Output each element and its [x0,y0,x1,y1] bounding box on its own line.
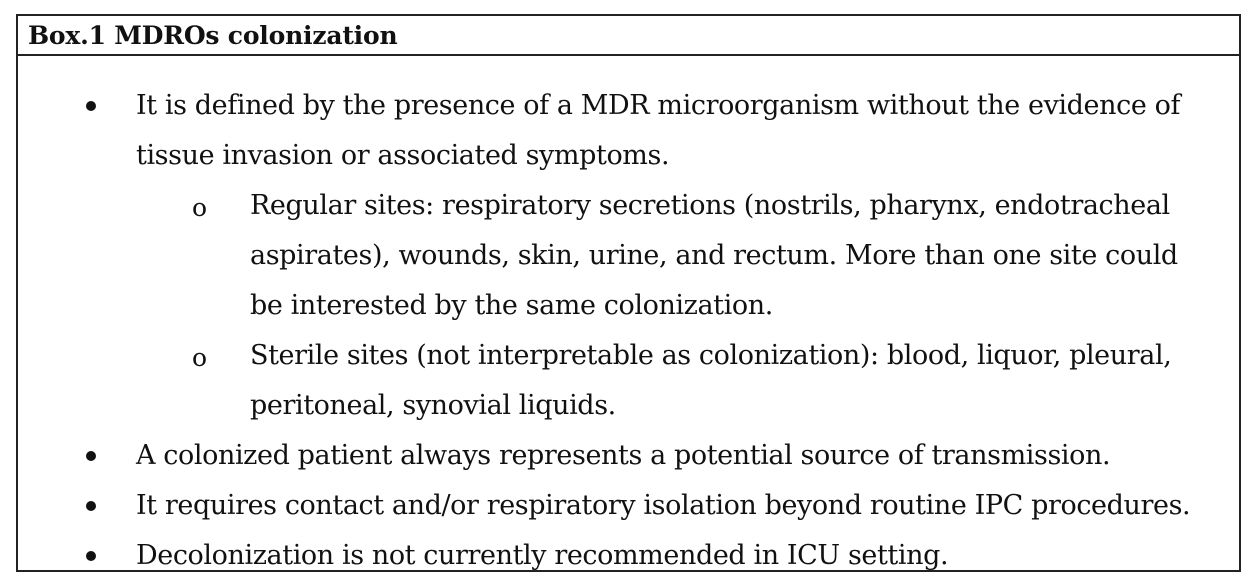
item-1-line-1: It is defined by the presence of a MDR microorganism without the evidence of [136,90,1181,121]
subitem-2-line-1: Sterile sites (not interpretable as colonization): blood, liquor, pleural, [250,340,1172,371]
bullet-icon [86,501,96,511]
sub-bullet-marker: o [192,193,208,222]
subitem-1-line-1: Regular sites: respiratory secretions (nostrils, pharynx, endotracheal [250,190,1170,221]
text-box [16,14,1241,572]
subitem-1-line-3: be interested by the same colonization. [250,290,773,321]
box-title: Box.1 MDROs colonization [28,20,398,50]
bullet-icon [86,101,96,111]
bullet-icon [86,451,96,461]
sub-bullet-marker: o [192,343,208,372]
item-2-line-1: A colonized patient always represents a potential source of transmission. [136,440,1111,471]
bullet-icon [86,551,96,561]
box-header [18,16,1239,56]
subitem-1-line-2: aspirates), wounds, skin, urine, and rectum. More than one site could [250,240,1178,271]
item-1-line-2: tissue invasion or associated symptoms. [136,140,670,171]
item-4-line-1: Decolonization is not currently recommended in ICU setting. [136,540,949,571]
subitem-2-line-2: peritoneal, synovial liquids. [250,390,616,421]
item-3-line-1: It requires contact and/or respiratory isolation beyond routine IPC procedures. [136,490,1191,521]
